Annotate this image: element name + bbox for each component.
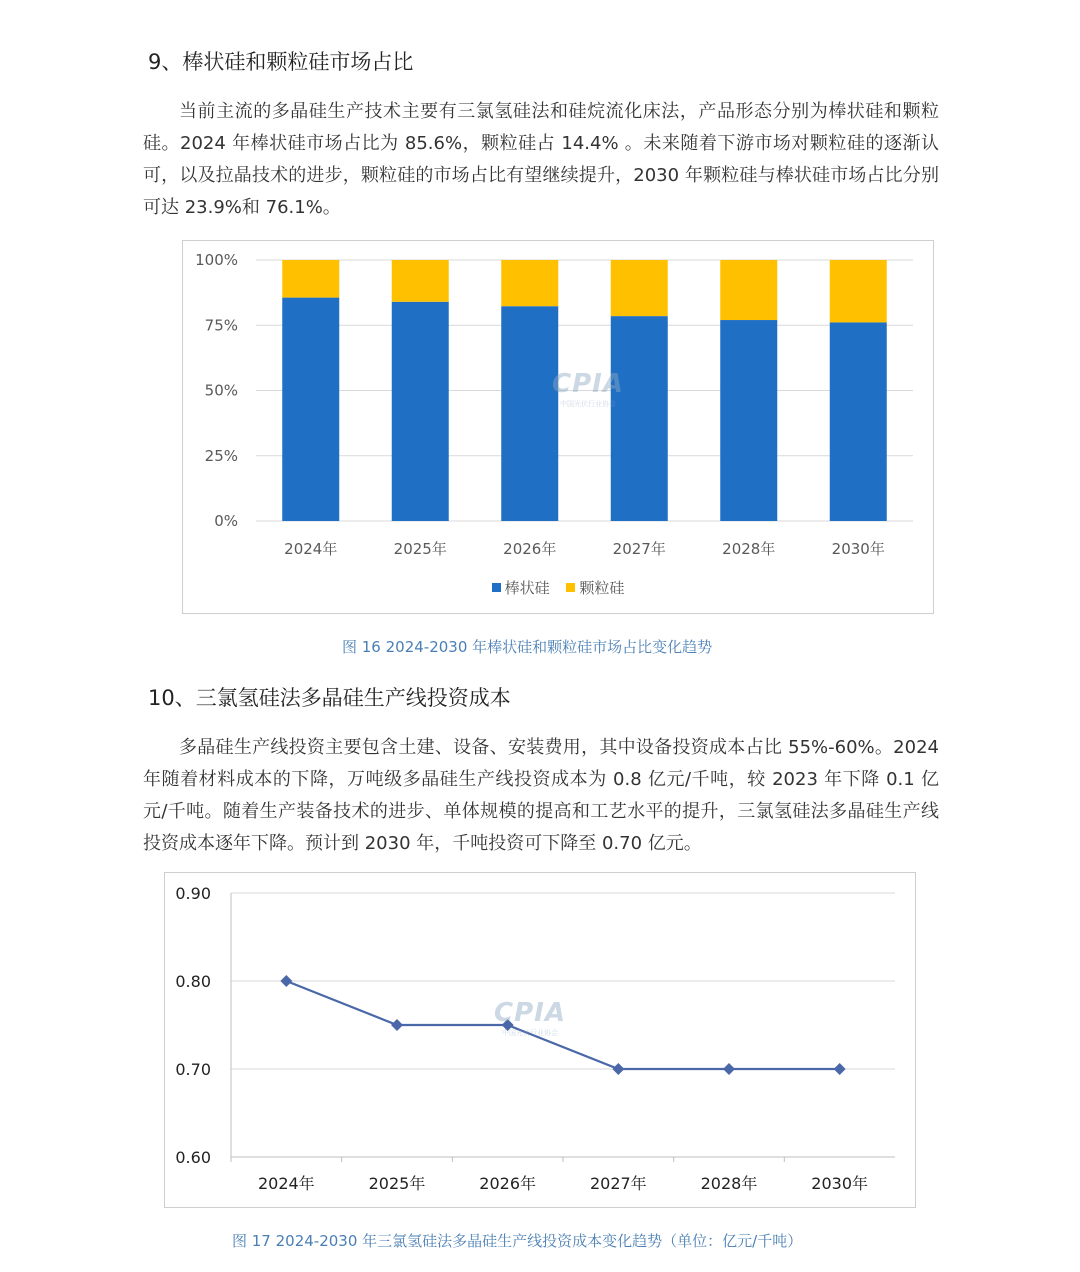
bar-chart-panel [182, 240, 934, 614]
line-point-marker [391, 1019, 403, 1031]
bar-granular-silicon [611, 260, 668, 316]
cost-line [286, 981, 839, 1069]
watermark-subtitle: 中国光伏行业协会 [560, 400, 616, 408]
bar-rod-silicon [392, 302, 449, 521]
section9-paragraph: 当前主流的多晶硅生产技术主要有三氯氢硅法和硅烷流化床法，产品形态分别为棒状硅和颗粒硅。2024 年棒状硅市场占比为 85.6%，颗粒硅占 14.4% 。未来随着下游市场对颗粒硅的逐渐认可，以及拉晶技术的进步，颗粒硅的市场占比有望继续提升，2030 年颗粒硅与棒状硅市场占比分别可达 23.9%和 76.1%。 [143, 101, 939, 218]
line-point-marker [502, 1019, 514, 1031]
x-tick-label: 2030年 [831, 540, 885, 558]
bar-rod-silicon [501, 306, 558, 521]
x-tick-label: 2024年 [257, 1174, 315, 1193]
x-tick-label: 2028年 [700, 1174, 758, 1193]
bar-rod-silicon [282, 298, 339, 521]
bar-granular-silicon [720, 260, 777, 320]
x-tick-label: 2026年 [503, 540, 557, 558]
y-tick-label: 75% [204, 316, 238, 335]
y-tick-label: 25% [204, 446, 238, 465]
bar-rod-silicon [830, 322, 887, 521]
line-chart [165, 873, 915, 1207]
section10-heading: 10、三氯氢硅法多晶硅生产线投资成本 [148, 686, 511, 710]
line-point-marker [834, 1063, 846, 1075]
bar-rod-silicon [611, 316, 668, 521]
bar-granular-silicon [282, 260, 339, 298]
line-chart-panel [164, 872, 916, 1208]
figure17-caption: 图 17 2024-2030 年三氯氢硅法多晶硅生产线投资成本变化趋势（单位：亿元/千吨） [232, 1232, 803, 1250]
figure16-caption: 图 16 2024-2030 年棒状硅和颗粒硅市场占比变化趋势 [342, 638, 713, 656]
legend-swatch-granular [566, 583, 575, 592]
bar-granular-silicon [830, 260, 887, 322]
line-point-marker [612, 1063, 624, 1075]
legend-label-rod: 棒状硅 [504, 579, 550, 597]
legend-swatch-rod [492, 583, 501, 592]
x-tick-label: 2027年 [589, 1174, 647, 1193]
legend-item-rod [492, 577, 550, 598]
x-tick-label: 2030年 [811, 1174, 869, 1193]
y-tick-label: 0.70 [175, 1060, 211, 1079]
x-tick-label: 2028年 [722, 540, 776, 558]
section10-paragraph: 多晶硅生产线投资主要包含土建、设备、安装费用，其中设备投资成本占比 55%-60%。2024 年随着材料成本的下降，万吨级多晶硅生产线投资成本为 0.8 亿元/千吨，较 2023 年下降 0.1 亿元/千吨。随着生产装备技术的进步、单体规模的提高和工艺水平的提升，三氯氢硅法多晶硅生产线投资成本逐年下降。预计到 2030 年，千吨投资可下降至 0.70 亿元。 [143, 737, 939, 854]
bar-granular-silicon [392, 260, 449, 302]
x-tick-label: 2027年 [612, 540, 666, 558]
y-tick-label: 100% [195, 251, 238, 269]
watermark-subtitle: 中国光伏行业协会 [502, 1029, 558, 1037]
y-tick-label: 0% [214, 512, 238, 530]
line-point-marker [723, 1063, 735, 1075]
x-tick-label: 2025年 [393, 540, 447, 558]
y-tick-label: 50% [204, 381, 238, 400]
watermark-logo: CPIA [552, 369, 624, 399]
x-tick-label: 2026年 [479, 1174, 537, 1193]
section9-heading: 9、棒状硅和颗粒硅市场占比 [148, 50, 414, 74]
bar-rod-silicon [720, 320, 777, 521]
bar-granular-silicon [501, 260, 558, 306]
legend-item-granular [566, 577, 624, 598]
x-tick-label: 2025年 [368, 1174, 426, 1193]
line-point-marker [280, 975, 292, 987]
bar-legend [183, 577, 933, 598]
watermark-logo: CPIA [494, 998, 566, 1028]
y-tick-label: 0.80 [175, 972, 211, 991]
legend-label-granular: 颗粒硅 [579, 579, 625, 597]
y-tick-label: 0.60 [175, 1148, 211, 1167]
bar-chart [183, 241, 933, 613]
x-tick-label: 2024年 [284, 540, 338, 558]
y-tick-label: 0.90 [175, 884, 211, 903]
